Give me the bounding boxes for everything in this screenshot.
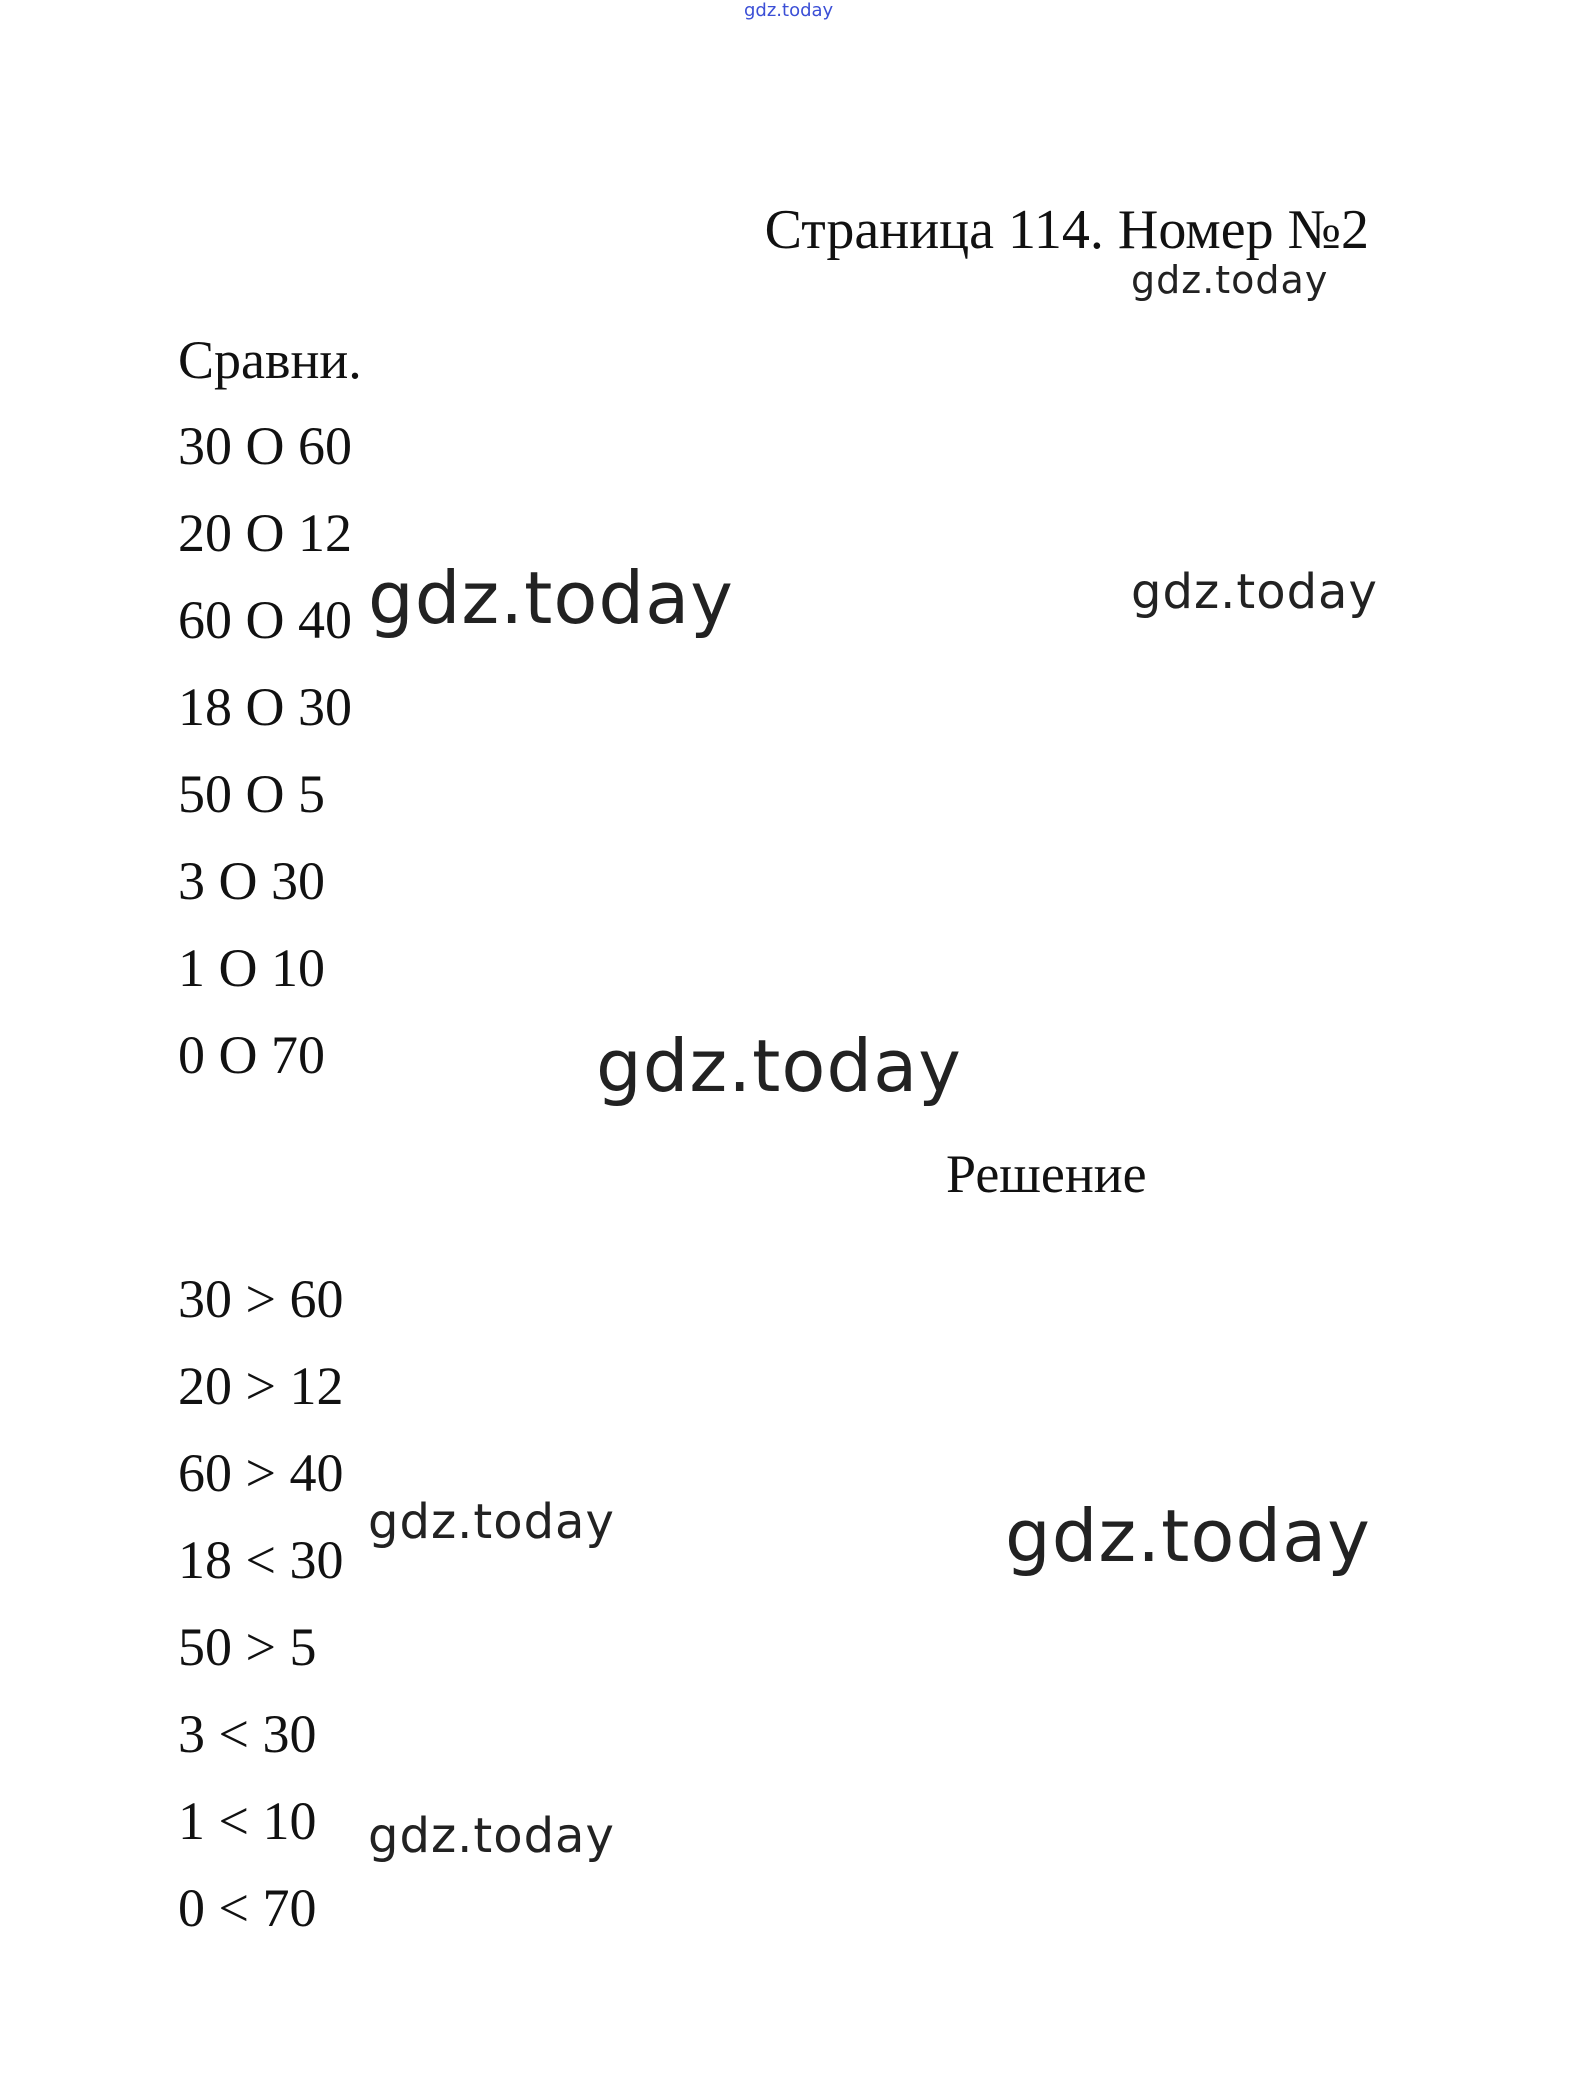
task-item: 1 O 10 [178, 938, 325, 998]
solution-label: Решение [946, 1144, 1147, 1204]
watermark: gdz.today [1005, 1494, 1371, 1578]
answer-item: 18 < 30 [178, 1530, 344, 1590]
task-list [178, 414, 352, 1110]
answer-list [178, 1267, 343, 1963]
task-item: 30 O 60 [178, 416, 352, 476]
watermark: gdz.today [368, 556, 734, 640]
watermark: gdz.today [1131, 258, 1329, 302]
watermark: gdz.today [368, 1494, 615, 1550]
task-item: 3 O 30 [178, 851, 325, 911]
site-link[interactable]: gdz.today [744, 0, 834, 21]
answer-item: 20 > 12 [178, 1356, 344, 1416]
watermark: gdz.today [368, 1808, 615, 1864]
watermark: gdz.today [596, 1024, 962, 1108]
task-item: 18 O 30 [178, 677, 352, 737]
answer-item: 50 > 5 [178, 1617, 317, 1677]
answer-item: 60 > 40 [178, 1443, 344, 1503]
answer-item: 30 > 60 [178, 1269, 344, 1329]
page-title: Страница 114. Номер №2 [764, 199, 1369, 261]
answer-item: 0 < 70 [178, 1878, 317, 1938]
task-item: 50 O 5 [178, 764, 325, 824]
task-item: 60 O 40 [178, 590, 352, 650]
answer-item: 3 < 30 [178, 1704, 317, 1764]
task-label: Сравни. [178, 330, 362, 390]
task-item: 0 O 70 [178, 1025, 325, 1085]
task-item: 20 O 12 [178, 503, 352, 563]
watermark: gdz.today [1131, 564, 1378, 620]
answer-item: 1 < 10 [178, 1791, 317, 1851]
